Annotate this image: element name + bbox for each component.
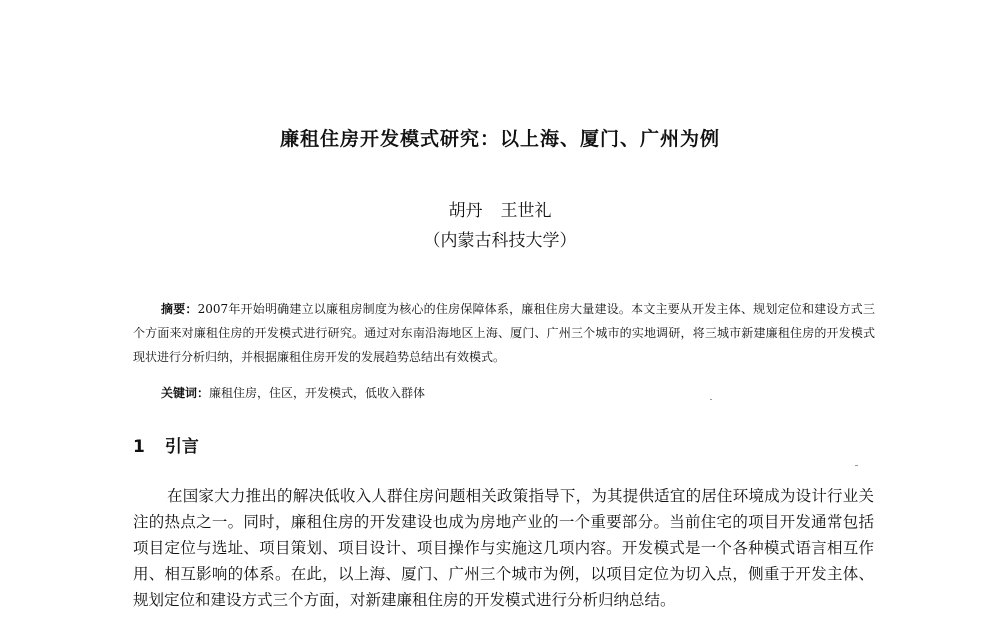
author-affiliation: （内蒙古科技大学） bbox=[423, 231, 577, 251]
paper-title: 廉租住房开发模式研究：以上海、厦门、广州为例 bbox=[279, 128, 720, 150]
section-heading bbox=[133, 432, 199, 457]
keywords bbox=[161, 381, 875, 405]
abstract bbox=[133, 297, 875, 369]
author-name: 王世礼 bbox=[500, 201, 552, 221]
keywords-label: 关键词： bbox=[161, 386, 210, 400]
author-list bbox=[0, 196, 1000, 221]
abstract-text: 2007年开始明确建立以廉租房制度为核心的住房保障体系，廉租住房大量建设。本文主要从开发主体、规划定位和建设方式三个方面来对廉租住房的开发模式进行研究。通过对东南沿海地区上海、厦门、广州三个城市的实地调研，将三城市新建廉租住房的开发模式现状进行分析归纳，并根据廉租住房开发的发展趋势总结出有效模式。 bbox=[133, 302, 875, 364]
keywords-text: 廉租住房，住区，开发模式，低收入群体 bbox=[209, 386, 426, 400]
section-number: 1 bbox=[133, 437, 145, 457]
author-name: 胡丹 bbox=[448, 201, 483, 221]
body-paragraph: 在国家大力推出的解决低收入人群住房问题相关政策指导下，为其提供适宜的居住环境成为设计行业关注的热点之一。同时，廉租住房的开发建设也成为房地产业的一个重要部分。当前住宅的项目开发通常包括项目定位与选址、项目策划、项目设计、项目操作与实施这几项内容。开发模式是一个各种模式语言相互作用、相互影响的体系。在此，以上海、厦门、广州三个城市为例，以项目定位为切入点，侧重于开发主体、规划定位和建设方式三个方面，对新建廉租住房的开发模式进行分析归纳总结。 bbox=[133, 487, 874, 609]
scan-speck bbox=[710, 399, 712, 400]
scan-speck bbox=[855, 465, 858, 466]
abstract-label: 摘要： bbox=[161, 302, 198, 316]
section-title: 引言 bbox=[164, 437, 199, 457]
